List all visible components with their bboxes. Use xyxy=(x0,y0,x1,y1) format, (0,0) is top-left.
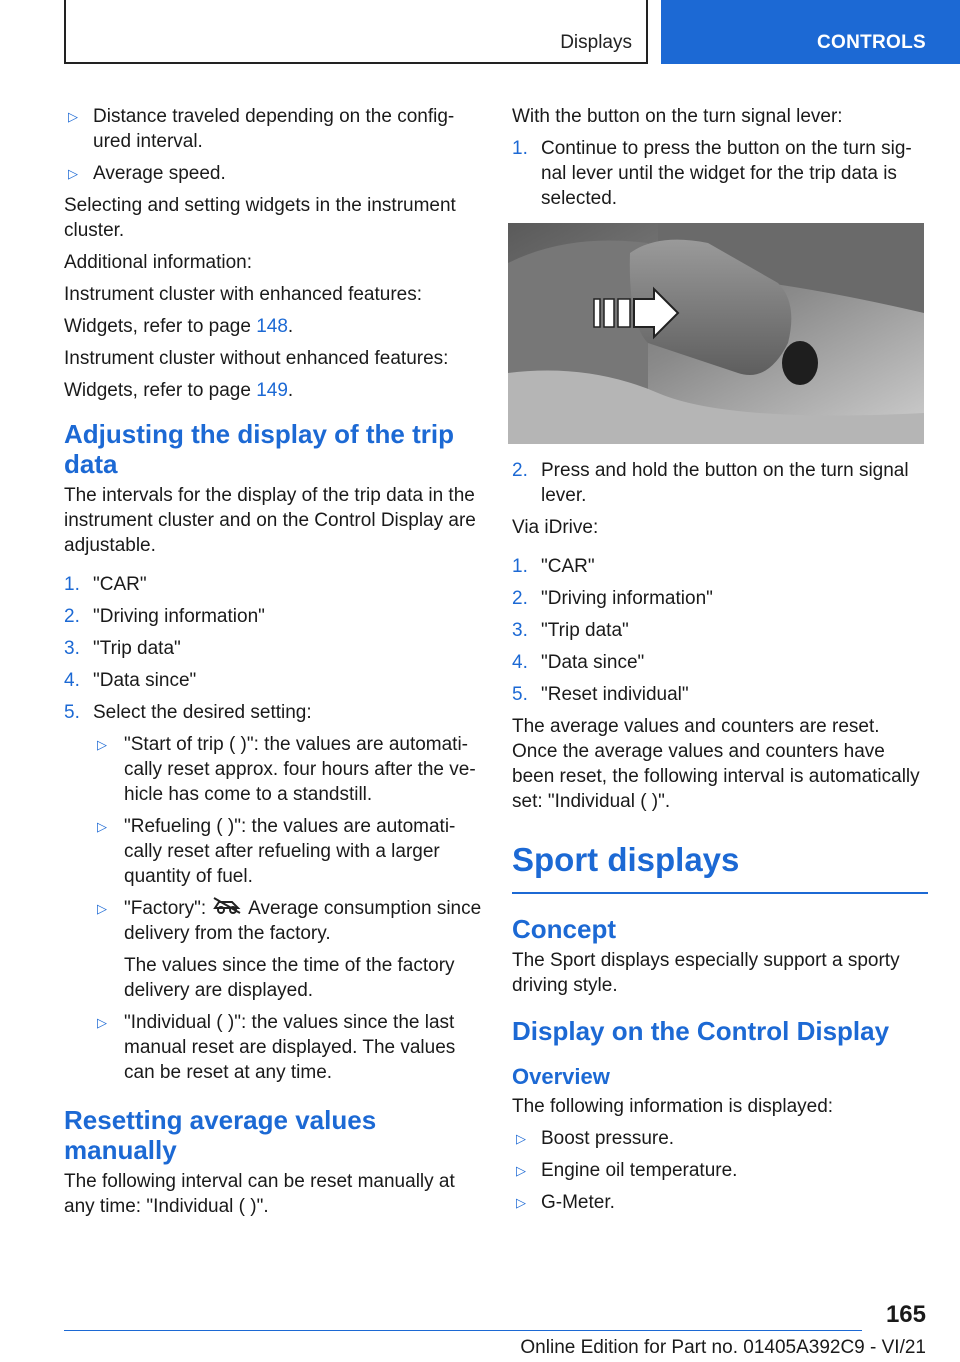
option-note: The values since the time of the factory delivery are displayed. xyxy=(124,955,455,1002)
paragraph: Instrument cluster with enhanced features: xyxy=(64,284,423,305)
list-item-text: Engine oil temperature. xyxy=(541,1160,738,1181)
step-number: 5. xyxy=(64,702,80,723)
step-text: "Trip data" xyxy=(93,638,181,659)
paragraph xyxy=(64,314,482,339)
option-text: Average consumption since delivery from the factory. xyxy=(124,898,482,945)
triangle-right-icon: ▷ xyxy=(97,819,107,834)
heading-concept: Concept xyxy=(512,914,616,944)
car-factory-icon xyxy=(212,896,242,921)
step-number: 5. xyxy=(512,684,528,705)
step-text: "Reset individual" xyxy=(541,684,689,705)
list-item xyxy=(512,618,928,643)
list-item xyxy=(512,586,928,611)
option-text: "Factory": xyxy=(124,898,207,919)
step-number: 1. xyxy=(64,574,80,595)
list-item xyxy=(64,668,482,693)
step-text: "Driving information" xyxy=(541,588,713,609)
step-number: 3. xyxy=(512,620,528,641)
step-number: 3. xyxy=(64,638,80,659)
page-link[interactable]: 148 xyxy=(256,316,288,337)
triangle-right-icon: ▷ xyxy=(97,737,107,752)
triangle-right-icon: ▷ xyxy=(516,1163,526,1178)
step-number: 2. xyxy=(64,606,80,627)
list-item xyxy=(512,650,928,675)
paragraph: With the button on the turn signal lever: xyxy=(512,106,843,127)
paragraph: The average values and counters are reset. Once the average values and counters have been reset, the following interval is automatically set: "Individual ( )". xyxy=(512,716,920,812)
list-item xyxy=(512,1158,928,1183)
text: . xyxy=(287,380,294,401)
list-item xyxy=(64,700,482,725)
list-item xyxy=(64,104,482,154)
triangle-right-icon: ▷ xyxy=(97,1015,107,1031)
heading-display-control: Display on the Control Display xyxy=(512,1016,890,1046)
header-left-tab xyxy=(64,0,648,64)
list-item xyxy=(64,161,482,186)
paragraph: Selecting and setting widgets in the instrument cluster. xyxy=(64,195,456,241)
list-item-text: Distance traveled depending on the config- ured interval. xyxy=(93,106,455,152)
heading-adjust: Adjusting the display of the trip data xyxy=(64,419,454,479)
list-item xyxy=(512,136,928,211)
header-chapter-tab[interactable] xyxy=(661,0,960,64)
step-number: 1. xyxy=(512,556,528,577)
list-item xyxy=(512,1126,928,1151)
step-text: Continue to press the button on the turn sig-nal lever until the widget for the trip data is selected. xyxy=(541,138,912,209)
list-item-text: Boost pressure. xyxy=(541,1128,675,1149)
step-number: 1. xyxy=(512,138,528,159)
edition-text: Online Edition for Part no. 01405A392C9 - VI/21 xyxy=(520,1337,926,1358)
paragraph: The intervals for the display of the trip data in the instrument cluster and on the Control Display are adjustable. xyxy=(64,485,476,556)
step-number: 2. xyxy=(512,588,528,609)
step-text: "Data since" xyxy=(541,652,645,673)
step-text: "CAR" xyxy=(93,574,147,595)
turn-signal-lever-photo xyxy=(508,223,924,444)
left-column xyxy=(64,104,482,1226)
step-text: Select the desired setting: xyxy=(93,702,312,723)
step-text: "Trip data" xyxy=(541,620,629,641)
option-text: "Individual ( )": the values since the last manual reset are displayed. The values can be reset at any time. xyxy=(124,1012,456,1084)
list-item xyxy=(512,458,928,508)
option-text: "Start of trip ( )": the values are automati-cally reset approx. four hours after the ve-hicle has come to a standstill. xyxy=(124,734,476,805)
heading-overview: Overview xyxy=(512,1064,610,1089)
paragraph: The following information is displayed: xyxy=(512,1096,834,1117)
option-item xyxy=(64,896,482,946)
list-item xyxy=(512,1190,928,1215)
option-item xyxy=(64,814,482,889)
triangle-right-icon: ▷ xyxy=(516,1195,526,1210)
step-text: "Data since" xyxy=(93,670,197,691)
paragraph: The following interval can be reset manually at any time: "Individual ( )". xyxy=(64,1171,455,1218)
list-item xyxy=(512,554,928,579)
step-number: 2. xyxy=(512,460,528,481)
step-text: "CAR" xyxy=(541,556,595,577)
triangle-right-icon: ▷ xyxy=(516,1131,526,1146)
triangle-right-icon: ▷ xyxy=(97,901,107,916)
chapter-title: CONTROLS xyxy=(816,32,926,53)
list-item xyxy=(64,636,482,661)
step-text: "Driving information" xyxy=(93,606,265,627)
step-text: Press and hold the button on the turn signal lever. xyxy=(541,460,909,506)
option-text: "Refueling ( )": the values are automati-cally reset after refueling with a larger quantity of fuel. xyxy=(124,816,456,887)
text: . xyxy=(287,316,294,337)
text: Widgets, refer to page xyxy=(64,380,257,401)
right-column xyxy=(512,104,928,1222)
list-item-text: G-Meter. xyxy=(541,1192,615,1213)
page-link[interactable]: 149 xyxy=(256,380,288,401)
option-item xyxy=(64,1010,482,1085)
paragraph: Instrument cluster without enhanced features: xyxy=(64,348,449,369)
list-item xyxy=(64,604,482,629)
footer-divider xyxy=(64,1330,862,1331)
paragraph: Via iDrive: xyxy=(512,517,599,538)
paragraph: Additional information: xyxy=(64,252,252,273)
heading-sport-displays: Sport displays xyxy=(512,840,928,894)
list-item xyxy=(512,682,928,707)
step-number: 4. xyxy=(512,652,528,673)
triangle-right-icon: ▷ xyxy=(68,166,78,181)
section-title: Displays xyxy=(560,32,632,53)
paragraph xyxy=(64,378,482,403)
option-item xyxy=(64,732,482,807)
heading-reset: Resetting average values manually xyxy=(64,1105,377,1166)
step-number: 4. xyxy=(64,670,80,691)
text: Widgets, refer to page xyxy=(64,316,257,337)
list-item xyxy=(64,572,482,597)
list-item-text: Average speed. xyxy=(93,163,226,184)
paragraph: The Sport displays especially support a sporty driving style. xyxy=(512,950,900,996)
triangle-right-icon: ▷ xyxy=(68,109,78,124)
page-number: 165 xyxy=(885,1301,926,1328)
